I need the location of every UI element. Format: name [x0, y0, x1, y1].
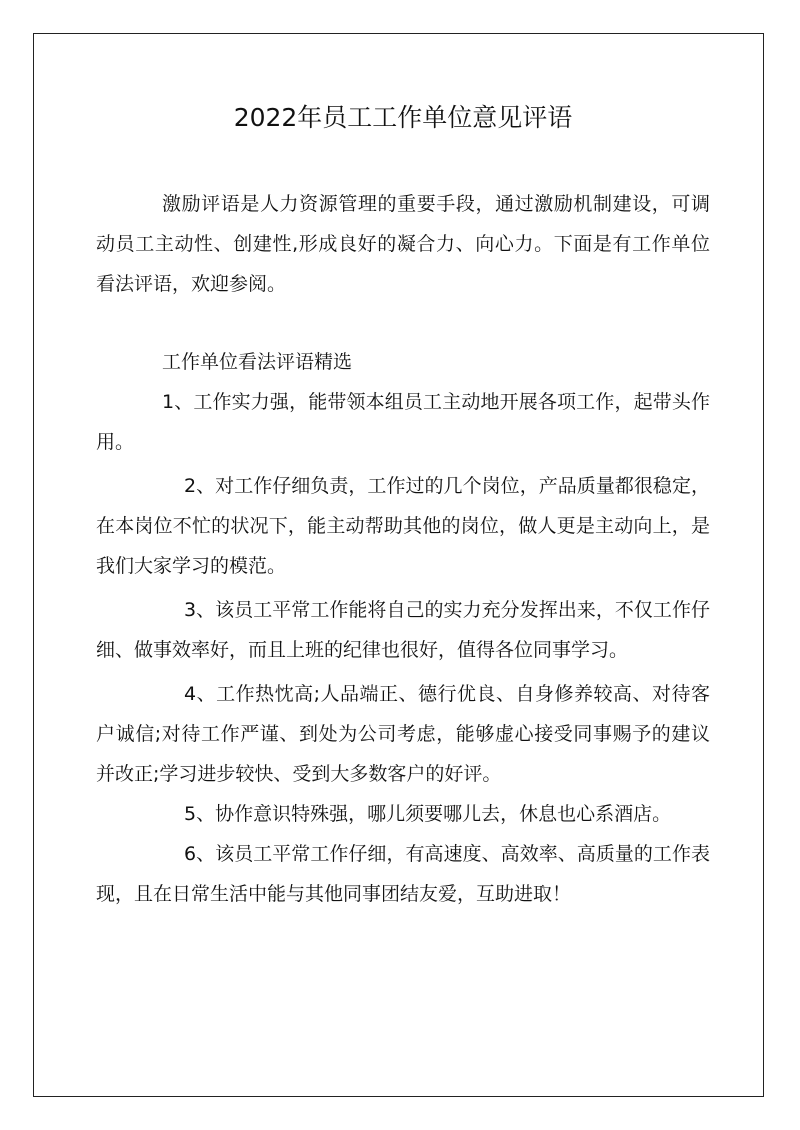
comment-item-3: 3、该员工平常工作能将自己的实力充分发挥出来，不仅工作仔细、做事效率好，而且上班的纪律也很好，值得各位同事学习。 [96, 599, 710, 661]
comment-item-2: 2、对工作仔细负责，工作过的几个岗位，产品质量都很稳定，在本岗位不忙的状况下，能主动帮助其他的岗位，做人更是主动向上，是我们大家学习的模范。 [96, 475, 710, 577]
comment-item-4: 4、工作热忱高;人品端正、德行优良、自身修养较高、对待客户诚信;对待工作严谨、到处为公司考虑，能够虚心接受同事赐予的建议并改正;学习进步较快、受到大多数客户的好评。 [96, 683, 710, 785]
document-title: 2022年员工工作单位意见评语 [233, 103, 573, 132]
intro-paragraph: 激励评语是人力资源管理的重要手段，通过激励机制建设，可调动员工主动性、创建性,形成良好的凝合力、向心力。下面是有工作单位看法评语，欢迎参阅。 [96, 193, 710, 295]
comment-item-5: 5、协作意识特殊强，哪儿须要哪儿去，休息也心系酒店。 [184, 803, 672, 825]
comment-item-1: 1、工作实力强，能带领本组员工主动地开展各项工作，起带头作用。 [96, 391, 710, 453]
comment-item-6: 6、该员工平常工作仔细，有高速度、高效率、高质量的工作表现，且在日常生活中能与其他同事团结友爱，互助进取！ [96, 843, 710, 905]
document-body [96, 100, 710, 914]
section-heading: 工作单位看法评语精选 [162, 351, 353, 373]
